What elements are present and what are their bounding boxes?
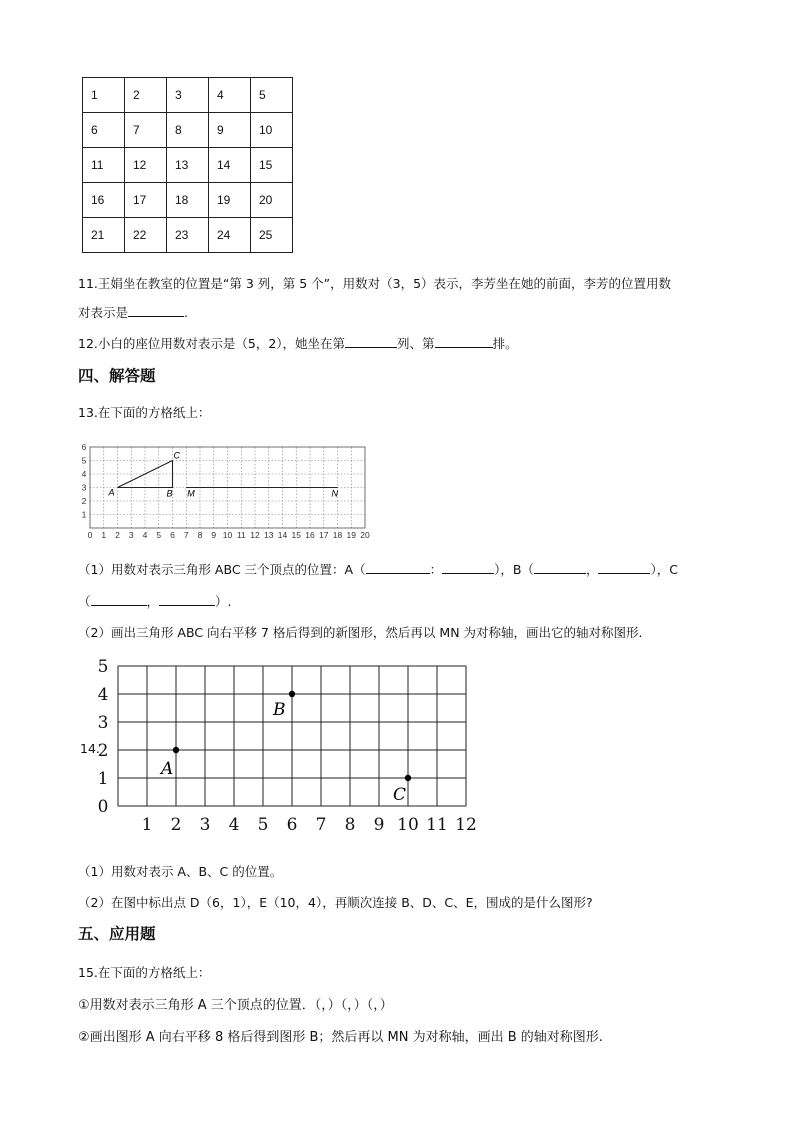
point-label-c: C <box>393 785 407 805</box>
x-tick-label: 11 <box>236 530 246 540</box>
x-tick-label: 3 <box>199 815 211 835</box>
point-label-a: A <box>108 487 115 498</box>
table-row <box>83 113 293 148</box>
q13-a-y-blank[interactable] <box>442 561 494 574</box>
table-cell: 19 <box>209 183 251 218</box>
y-tick-label: 5 <box>81 455 87 466</box>
x-tick-label: 7 <box>183 530 189 540</box>
x-tick-label: 15 <box>291 530 301 540</box>
q13-sub1-g: ， <box>146 594 160 609</box>
y-tick-label: 6 <box>81 442 87 452</box>
y-tick-label: 1 <box>81 509 87 520</box>
x-tick-label: 7 <box>315 815 327 835</box>
table-cell: 7 <box>125 113 167 148</box>
x-tick-label: 1 <box>101 530 107 540</box>
y-tick-label: 3 <box>81 482 87 493</box>
table-cell: 23 <box>167 218 209 253</box>
q13-a-x-blank[interactable] <box>366 561 430 574</box>
table-cell: 9 <box>209 113 251 148</box>
point-label-b: B <box>166 488 173 499</box>
table-cell: 3 <box>167 78 209 113</box>
x-tick-label: 2 <box>115 530 120 540</box>
table-row <box>83 218 293 253</box>
x-tick-label: 14 <box>277 530 288 540</box>
y-tick-label: 0 <box>97 797 109 817</box>
table-row <box>83 78 293 113</box>
table-cell: 22 <box>125 218 167 253</box>
q14-sub1: （1）用数对表示 A、B、C 的位置。 <box>78 864 283 879</box>
table-cell: 20 <box>251 183 293 218</box>
table-cell: 16 <box>83 183 125 218</box>
point-label-c: C <box>173 450 180 461</box>
q13-sub1-e: ），C <box>650 562 678 577</box>
q11-prefix: 对表示是 <box>78 305 129 320</box>
q15-item1: ①用数对表示三角形 A 三个顶点的位置．（，）（，）（，） <box>78 998 393 1013</box>
x-tick-label: 4 <box>142 530 148 540</box>
y-tick-label: 5 <box>97 657 109 677</box>
x-tick-label: 12 <box>455 815 477 835</box>
q13-sub1-a: （1）用数对表示三角形 ABC 三个顶点的位置：A（ <box>78 562 366 577</box>
table-cell: 2 <box>125 78 167 113</box>
y-tick-label: 2 <box>97 741 109 761</box>
q11-text-line2 <box>78 303 188 321</box>
x-tick-label: 17 <box>319 530 329 540</box>
point-label-b: B <box>273 700 286 720</box>
x-tick-label: 4 <box>228 815 240 835</box>
q13-sub2: （2）画出三角形 ABC 向右平移 7 格后得到的新图形，然后再以 MN 为对称轴，画出它的轴对称图形. <box>78 625 643 640</box>
point-label-a: A <box>161 759 174 779</box>
x-tick-label: 13 <box>264 530 274 540</box>
x-tick-label: 10 <box>222 530 233 540</box>
q11-answer-blank[interactable] <box>128 304 184 317</box>
x-tick-label: 16 <box>305 530 315 540</box>
q11-suffix: . <box>184 305 188 320</box>
x-tick-label: 0 <box>87 530 93 540</box>
q14-sub2: （2）在图中标出点 D（6，1），E（10，4），再顺次连接 B、D、C、E，围成的是什么图形? <box>78 895 593 910</box>
table-cell: 11 <box>83 148 125 183</box>
point-a-dot <box>173 747 179 753</box>
section-5-heading: 五、应用题 <box>78 925 156 943</box>
table-cell: 14 <box>209 148 251 183</box>
table-cell: 12 <box>125 148 167 183</box>
q13-sub1-b: ： <box>429 562 443 577</box>
table-cell: 17 <box>125 183 167 218</box>
x-tick-label: 8 <box>197 530 203 540</box>
y-tick-label: 1 <box>97 769 109 789</box>
table-cell: 5 <box>251 78 293 113</box>
x-tick-label: 3 <box>128 530 134 540</box>
x-tick-label: 18 <box>332 530 343 540</box>
table-cell: 4 <box>209 78 251 113</box>
q13-c-x-blank[interactable] <box>91 593 147 606</box>
table-row <box>83 148 293 183</box>
x-tick-label: 5 <box>156 530 162 540</box>
table-cell: 25 <box>251 218 293 253</box>
x-tick-label: 8 <box>344 815 356 835</box>
q13-sub1-d: ， <box>585 562 599 577</box>
q13-sub1-line1 <box>78 560 678 578</box>
x-tick-label: 19 <box>346 530 356 540</box>
x-tick-label: 20 <box>360 530 370 540</box>
point-label-m: M <box>187 488 195 499</box>
q13-grid-figure <box>76 438 376 542</box>
q12-text <box>78 334 518 352</box>
x-tick-label: 1 <box>141 815 153 835</box>
section-4-heading: 四、解答题 <box>78 367 156 385</box>
table-cell: 6 <box>83 113 125 148</box>
q12-part-c: 排。 <box>492 336 518 351</box>
table-cell: 10 <box>251 113 293 148</box>
x-tick-label: 11 <box>426 815 448 835</box>
table-cell: 13 <box>167 148 209 183</box>
y-tick-label: 3 <box>97 713 109 733</box>
q12-row-blank[interactable] <box>435 335 493 348</box>
q12-part-b: 列、第 <box>397 336 435 351</box>
table-cell: 1 <box>83 78 125 113</box>
q13-sub1-line2 <box>78 592 232 610</box>
x-tick-label: 2 <box>170 815 182 835</box>
table-cell: 18 <box>167 183 209 218</box>
x-tick-label: 9 <box>373 815 385 835</box>
x-tick-label: 5 <box>257 815 269 835</box>
q13-sub1-c: ），B（ <box>494 562 534 577</box>
q13-c-y-blank[interactable] <box>159 593 215 606</box>
q15-item2: ②画出图形 A 向右平移 8 格后得到图形 B；然后再以 MN 为对称轴，画出 B 的轴对称图形. <box>78 1030 603 1045</box>
q13-intro: 13.在下面的方格纸上： <box>78 405 211 420</box>
x-tick-label: 6 <box>286 815 298 835</box>
table-cell: 21 <box>83 218 125 253</box>
q13-b-y-blank[interactable] <box>598 561 650 574</box>
x-tick-label: 6 <box>170 530 175 540</box>
x-tick-label: 10 <box>397 815 419 835</box>
q12-part-a: 12.小白的座位用数对表示是（5，2），她坐在第 <box>78 336 346 351</box>
table-cell: 24 <box>209 218 251 253</box>
point-b-dot <box>289 691 295 697</box>
x-tick-label: 12 <box>250 530 260 540</box>
number-grid-table <box>82 77 293 253</box>
q15-intro: 15.在下面的方格纸上： <box>78 965 211 980</box>
q13-sub1-h: ）. <box>215 594 232 609</box>
q13-sub1-f: （ <box>78 594 91 609</box>
q14-grid-figure <box>92 656 482 842</box>
y-tick-label: 4 <box>81 469 87 479</box>
y-tick-label: 4 <box>97 685 109 705</box>
q11-text-line1: 11.王娟坐在教室的位置是“第 3 列，第 5 个”，用数对（3，5）表示，李芳坐在她的前面，李芳的位置用数 <box>78 276 672 291</box>
table-cell: 15 <box>251 148 293 183</box>
q12-column-blank[interactable] <box>345 335 397 348</box>
y-tick-label: 2 <box>81 496 87 506</box>
table-cell: 8 <box>167 113 209 148</box>
table-row <box>83 183 293 218</box>
point-c-dot <box>405 775 411 781</box>
q13-b-x-blank[interactable] <box>534 561 586 574</box>
x-tick-label: 9 <box>211 530 217 540</box>
q14-number: 14. <box>80 741 100 756</box>
point-label-n: N <box>331 488 338 499</box>
number-grid-body <box>83 78 293 253</box>
